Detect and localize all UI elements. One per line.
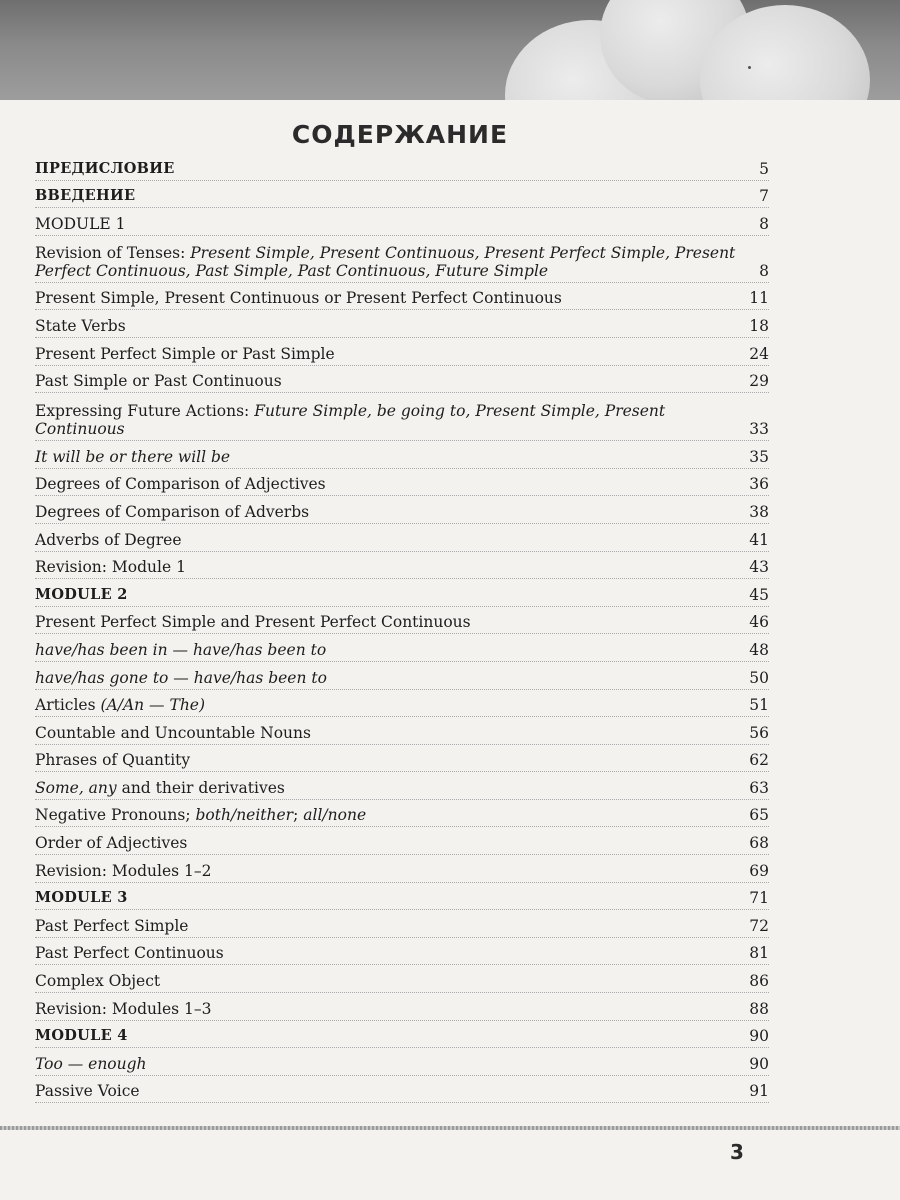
toc-entry-page: 69: [749, 861, 769, 880]
toc-entry-page: 8: [759, 214, 769, 233]
toc-entry-text: Some, any: [35, 778, 117, 797]
toc-entry-title: [35, 669, 749, 687]
toc-entry: [35, 883, 769, 911]
toc-entry-title: [35, 475, 749, 493]
toc-entry-page: 18: [749, 316, 769, 335]
toc-entry: [35, 1048, 769, 1076]
toc-entry-title: [35, 372, 749, 390]
toc-entry: [35, 236, 769, 283]
toc-entry: [35, 441, 769, 469]
toc-entry-text: Order of Adjectives: [35, 834, 188, 853]
table-of-contents: [35, 153, 769, 1103]
toc-entry-page: 41: [749, 530, 769, 549]
toc-entry-text: Revision: Modules 1–2: [35, 861, 212, 880]
toc-entry-text: ;: [293, 806, 304, 825]
toc-entry: [35, 338, 769, 366]
toc-entry-text: Present Simple, Present Continuous or Present Perfect Continuous: [35, 289, 562, 308]
toc-entry-title: [35, 917, 749, 935]
toc-entry: [35, 800, 769, 828]
toc-entry-title: [35, 244, 759, 280]
toc-entry-title: [35, 834, 749, 852]
toc-entry-text: Articles: [35, 696, 101, 715]
toc-entry-page: 36: [749, 475, 769, 494]
toc-entry: [35, 827, 769, 855]
page-number: 3: [730, 1140, 744, 1164]
toc-entry-title: [35, 724, 749, 742]
header-photo-band: [0, 0, 900, 100]
toc-entry-title: [35, 944, 749, 962]
toc-entry-title: [35, 317, 749, 335]
toc-entry-page: 50: [749, 668, 769, 687]
toc-entry-title: [35, 862, 749, 880]
toc-entry-page: 91: [749, 1082, 769, 1101]
toc-entry-page: 8: [759, 261, 769, 280]
toc-entry-title: [35, 159, 759, 178]
toc-entry-title: [35, 751, 749, 769]
toc-entry: [35, 579, 769, 607]
toc-entry: [35, 690, 769, 718]
toc-entry: [35, 634, 769, 662]
toc-entry: [35, 1076, 769, 1104]
toc-entry: [35, 965, 769, 993]
toc-entry: [35, 181, 769, 209]
toc-entry-text: Past Simple or Past Continuous: [35, 372, 282, 391]
toc-entry-text: Present Perfect Simple and Present Perfect Continuous: [35, 613, 471, 632]
toc-entry-text: Negative Pronouns;: [35, 806, 196, 825]
toc-entry-title: [35, 613, 749, 631]
toc-entry: [35, 469, 769, 497]
toc-entry-text: Revision of Tenses:: [35, 243, 191, 262]
toc-entry-title: [35, 531, 749, 549]
toc-entry-page: 62: [749, 751, 769, 770]
toc-entry-text: Future Simple, be going to, Present Simple, Present Continuous: [35, 402, 666, 439]
toc-entry-title: [35, 503, 749, 521]
toc-entry: [35, 662, 769, 690]
toc-entry: [35, 393, 769, 441]
toc-entry: [35, 772, 769, 800]
footer-divider: [0, 1126, 900, 1130]
toc-entry-text: Adverbs of Degree: [35, 530, 182, 549]
toc-entry-title: [35, 1026, 749, 1045]
toc-entry: [35, 910, 769, 938]
toc-entry-text: have/has been in — have/has been to: [35, 640, 327, 659]
toc-entry-text: Past Perfect Simple: [35, 916, 189, 935]
page-title: СОДЕРЖАНИЕ: [291, 120, 509, 149]
toc-entry-title: [35, 972, 749, 990]
toc-entry: [35, 745, 769, 773]
toc-entry-text: Past Perfect Continuous: [35, 944, 224, 963]
toc-entry-title: [35, 345, 749, 363]
toc-entry-text: Present Perfect Simple or Past Simple: [35, 344, 335, 363]
toc-entry: [35, 496, 769, 524]
toc-entry-page: 43: [749, 558, 769, 577]
toc-entry-page: 68: [749, 834, 769, 853]
toc-entry-title: [35, 1082, 749, 1100]
toc-entry: [35, 938, 769, 966]
toc-entry-text: all/none: [303, 806, 367, 825]
toc-entry: [35, 153, 769, 181]
toc-entry-page: 24: [749, 344, 769, 363]
toc-entry-title: [35, 888, 749, 907]
toc-entry: [35, 717, 769, 745]
toc-entry-page: 48: [749, 640, 769, 659]
toc-entry: [35, 524, 769, 552]
toc-entry-text: Phrases of Quantity: [35, 751, 191, 770]
toc-entry-text: and their derivatives: [116, 778, 285, 797]
toc-entry-page: 90: [749, 1054, 769, 1073]
toc-entry-text: Revision: Module 1: [35, 558, 186, 577]
toc-entry: [35, 855, 769, 883]
toc-entry-page: 38: [749, 502, 769, 521]
toc-entry-text: Degrees of Comparison of Adjectives: [35, 475, 326, 494]
toc-entry-title: [35, 448, 749, 466]
toc-entry-text: Complex Object: [35, 972, 161, 991]
toc-entry-page: 35: [749, 447, 769, 466]
toc-entry-title: [35, 558, 749, 576]
toc-entry-text: Passive Voice: [35, 1082, 140, 1101]
toc-entry-page: 45: [749, 585, 769, 604]
toc-entry-title: [35, 779, 749, 797]
toc-entry-page: 65: [749, 806, 769, 825]
toc-entry-page: 46: [749, 613, 769, 632]
toc-entry-page: 86: [749, 972, 769, 991]
toc-entry: [35, 552, 769, 580]
toc-entry-text: Expressing Future Actions:: [35, 402, 255, 421]
toc-entry-page: 51: [749, 696, 769, 715]
toc-entry-text: It will be or there will be: [35, 447, 231, 466]
toc-entry-title: [35, 1000, 749, 1018]
toc-entry-page: 90: [749, 1027, 769, 1046]
toc-entry: [35, 366, 769, 394]
toc-entry-text: both/neither: [195, 806, 294, 825]
toc-entry-title: [35, 402, 749, 438]
toc-entry-title: [35, 215, 759, 233]
toc-entry-page: 71: [749, 889, 769, 908]
toc-entry-text: Countable and Uncountable Nouns: [35, 723, 311, 742]
toc-entry-text: ПРЕДИСЛОВИЕ: [35, 159, 175, 177]
toc-entry-title: [35, 806, 749, 824]
toc-entry-text: have/has gone to — have/has been to: [35, 668, 327, 687]
toc-entry: [35, 607, 769, 635]
toc-entry-page: 11: [749, 289, 769, 308]
toc-entry: [35, 208, 769, 236]
toc-entry-page: 33: [749, 420, 769, 439]
toc-entry: [35, 283, 769, 311]
toc-entry-title: [35, 585, 749, 604]
toc-entry-text: ВВЕДЕНИЕ: [35, 187, 136, 205]
toc-entry-page: 56: [749, 723, 769, 742]
toc-entry-title: [35, 289, 749, 307]
toc-entry-title: [35, 1055, 749, 1073]
toc-entry-page: 5: [759, 159, 769, 178]
decorative-dot: [748, 66, 751, 69]
toc-entry: [35, 1021, 769, 1049]
toc-entry-title: [35, 696, 749, 714]
toc-entry-text: MODULE 1: [35, 214, 126, 233]
toc-entry-title: [35, 641, 749, 659]
toc-entry-text: MODULE 3: [35, 889, 128, 907]
toc-entry-text: Revision: Modules 1–3: [35, 999, 212, 1018]
toc-entry-text: MODULE 2: [35, 585, 128, 603]
toc-entry-text: Degrees of Comparison of Adverbs: [35, 502, 310, 521]
toc-entry-page: 7: [759, 187, 769, 206]
toc-entry-text: MODULE 4: [35, 1027, 128, 1045]
toc-entry-text: State Verbs: [35, 316, 126, 335]
toc-entry-title: [35, 186, 759, 205]
toc-entry-text: Present Simple, Present Continuous, Present Perfect Simple, Present Perfect Continuous, Past Simple, Past Continuous, Future Simple: [35, 243, 736, 280]
toc-entry: [35, 310, 769, 338]
toc-entry-page: 81: [749, 944, 769, 963]
toc-entry-page: 72: [749, 916, 769, 935]
toc-entry-page: 29: [749, 372, 769, 391]
toc-entry-text: (A/An — The): [100, 696, 206, 715]
toc-entry: [35, 993, 769, 1021]
toc-entry-page: 63: [749, 778, 769, 797]
toc-entry-page: 88: [749, 999, 769, 1018]
toc-entry-text: Too — enough: [35, 1054, 147, 1073]
